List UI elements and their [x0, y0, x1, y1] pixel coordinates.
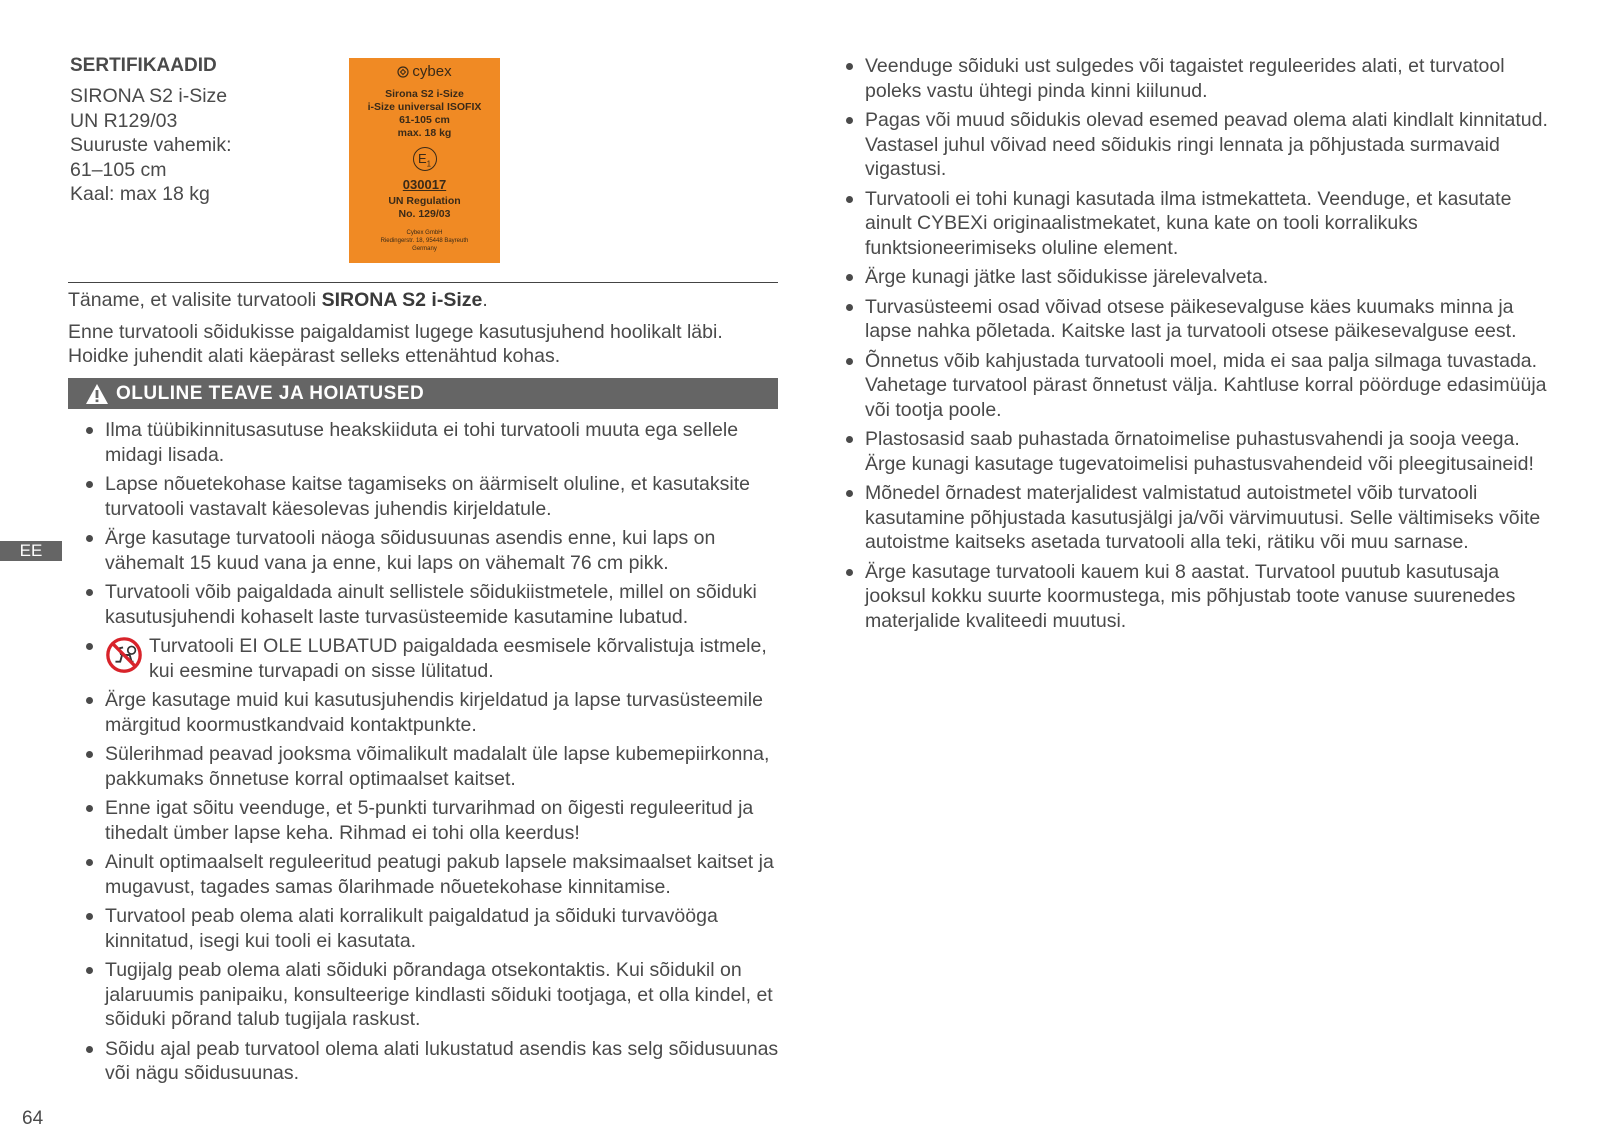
list-item	[86, 688, 786, 737]
label-model-line: max. 18 kg	[397, 127, 452, 139]
cert-line: Suuruste vahemik:	[70, 134, 232, 156]
list-item-text: Enne igat sõitu veenduge, et 5-punkti turvarihmad on õigesti reguleeritud ja tihedalt ümber lapse keha. Rihmad ei tohi olla keerdus!	[105, 797, 754, 844]
thanks-text: Täname, et valisite turvatooli	[68, 289, 322, 311]
cybex-logo-icon	[397, 66, 409, 78]
bullet	[86, 751, 93, 758]
list-item-text: Lapse nõuetekohase kaitse tagamiseks on äärmiselt oluline, et kasutaksite turvatooli vastavalt käesolevas juhendis kirjeldatule.	[105, 473, 750, 520]
e-mark	[413, 147, 437, 171]
list-item	[846, 349, 1561, 423]
list-item	[86, 634, 786, 683]
list-item	[86, 904, 786, 953]
warnings-list-left	[86, 418, 786, 1091]
list-item	[86, 472, 786, 521]
cert-line: 61–105 cm	[70, 158, 167, 181]
list-item	[846, 560, 1561, 634]
list-item-text: Plastosasid saab puhastada õrnatoimelise puhastusvahendi ja sooja veega. Ärge kunagi kasutage tugevatoimelisi puhastusvahendeid või pleegitusaineid!	[865, 428, 1534, 475]
list-item	[86, 850, 786, 899]
bullet	[86, 535, 93, 542]
list-item-text: Ainult optimaalselt reguleeritud peatugi pakub lapsele maksimaalset kaitset ja mugavust, tagades samas õlarihmade nõuetekohase kinnitamise.	[105, 851, 774, 898]
list-item	[846, 295, 1561, 344]
list-item	[846, 427, 1561, 476]
label-model-line: Sirona S2 i-Size	[385, 88, 464, 100]
list-item	[86, 796, 786, 845]
bullet	[86, 643, 93, 650]
bullet	[86, 481, 93, 488]
list-item	[86, 526, 786, 575]
bullet	[86, 589, 93, 596]
list-item	[86, 418, 786, 467]
certificates-details	[70, 84, 232, 207]
certificates-heading: SERTIFIKAADID	[70, 55, 217, 76]
list-item	[846, 265, 1561, 290]
list-item-text: Mõnedel õrnadest materjalidest valmistatud autoistmetel võib turvatooli kasutamine põhjustada kasutusjälgi ja/või värvimuutusi. Selle vältimiseks võite autoistme kaitseks asetada turvatooli alla teki, rätiku või muu sarnase.	[865, 482, 1541, 553]
list-item-text: Turvatooli ei tohi kunagi kasutada ilma istmekatteta. Veenduge, et kasutate ainult CYBEXi originaalistmekatet, kuna kate on tooli korralikuks funktsioneerimiseks oluline element.	[865, 187, 1512, 259]
regulation-line: No. 129/03	[398, 208, 451, 220]
regulation-line: UN Regulation	[388, 195, 461, 207]
list-item-text: Ilma tüübikinnitusasutuse heakskiiduta ei tohi turvatooli muuta ega sellele midagi lisada.	[105, 419, 739, 466]
product-name: SIRONA S2 i-Size	[321, 289, 483, 311]
bullet	[846, 304, 853, 311]
list-item	[846, 187, 1561, 261]
divider	[68, 282, 778, 283]
list-item	[846, 54, 1561, 103]
bullet	[846, 63, 853, 70]
bullet	[846, 358, 853, 365]
bullet	[86, 859, 93, 866]
thanks-end: .	[482, 289, 488, 311]
list-item	[846, 108, 1561, 182]
bullet	[846, 436, 853, 443]
warnings-list-right	[846, 54, 1561, 638]
warning-banner	[68, 378, 778, 409]
list-item-text: Õnnetus võib kahjustada turvatooli moel, mida ei saa palja silmaga tuvastada. Vahetage turvatool pärast õnnetust välja. Kahtluse korral pöörduge edasimüüja või tootja poole.	[865, 349, 1547, 421]
list-item	[86, 580, 786, 629]
bullet	[86, 805, 93, 812]
cert-line: UN R129/03	[70, 109, 178, 132]
bullet	[846, 490, 853, 497]
cert-line: Kaal: max 18 kg	[70, 183, 210, 205]
list-item-text: Ärge kasutage turvatooli näoga sõidusuunas asendis enne, kui laps on vähemalt 15 kuud vana ja enne, kui laps on vähemalt 76 cm pikk.	[105, 527, 716, 574]
warning-icon	[85, 383, 109, 405]
bullet	[86, 913, 93, 920]
banner-title: OLULINE TEAVE JA HOIATUSED	[116, 382, 425, 404]
bullet	[86, 967, 93, 974]
e-mark-letter: E	[417, 151, 427, 166]
intro	[68, 288, 788, 376]
list-item	[86, 742, 786, 791]
intro-paragraph: Enne turvatooli sõidukisse paigaldamist lugege kasutusjuhend hoolikalt läbi. Hoidke juhendit alati käepärast selleks ettenähtud kohas.	[68, 320, 723, 367]
label-model	[349, 88, 500, 140]
manufacturer-line: Cybex GmbH	[406, 230, 443, 236]
bullet	[846, 274, 853, 281]
bullet	[846, 569, 853, 576]
label-manufacturer	[349, 229, 500, 253]
e-mark-number: 1	[426, 159, 432, 169]
list-item-text: Sülerihmad peavad jooksma võimalikult madalalt üle lapse kubemepiirkonna, pakkumaks õnnetuse korral optimaalset kaitset.	[105, 743, 770, 790]
language-tab: EE	[0, 541, 62, 561]
label-model-line: i-Size universal ISOFIX	[367, 101, 482, 113]
approval-label	[349, 58, 500, 263]
list-item-text: Veenduge sõiduki ust sulgedes või tagaistet reguleerides alati, et turvatool poleks vastu ühtegi pinda kinni kiilunud.	[865, 55, 1505, 102]
manufacturer-line: Riedingerstr. 18, 95448 Bayreuth	[380, 238, 469, 244]
list-item-text: Ärge kunagi jätke last sõidukisse järelevalveta.	[865, 266, 1269, 288]
thanks-line	[68, 288, 788, 313]
label-model-line: 61-105 cm	[399, 114, 450, 126]
label-regulation	[349, 195, 500, 221]
list-item-text: Ärge kasutage turvatooli kauem kui 8 aastat. Turvatool puutub kasutusaja jooksul kokku suurte koormustega, mis põhjustab toote vanuse suurenedes materjalide kvaliteedi muutusi.	[865, 560, 1516, 632]
bullet	[86, 427, 93, 434]
bullet	[846, 117, 853, 124]
no-airbag-icon	[105, 636, 143, 674]
list-item-text: Tugijalg peab olema alati sõiduki põrandaga otsekontaktis. Kui sõidukil on jalaruumis panipaiku, konsulteerige kindlasti sõiduki tootjaga, et olla kindel, et sõiduki põrand talub tugijala raskust.	[105, 959, 773, 1030]
list-item-text: Sõidu ajal peab turvatool olema alati lukustatud asendis kas selg sõidusuunas või nägu sõidusuunas.	[105, 1037, 779, 1084]
bullet	[86, 697, 93, 704]
bullet	[846, 196, 853, 203]
cybex-logo	[349, 63, 500, 80]
list-item-text: Pagas või muud sõidukis olevad esemed peavad olema alati kindlalt kinnitatud. Vastasel juhul võivad need sõidukis ringi lennata ja põhjustada surmavaid vigastusi.	[865, 109, 1548, 180]
cert-line: SIRONA S2 i-Size	[70, 85, 228, 107]
approval-number: 030017	[402, 177, 447, 192]
manufacturer-line: Germany	[412, 246, 437, 252]
brand-name: cybex	[412, 63, 452, 80]
bullet	[86, 1046, 93, 1053]
list-item	[86, 1037, 786, 1086]
list-item-text: Turvatool peab olema alati korralikult paigaldatud ja sõiduki turvavööga kinnitatud, isegi kui tooli ei kasutata.	[105, 905, 718, 952]
list-item-text: Turvatooli võib paigaldada ainult sellistele sõidukiistmetele, millel on sõiduki kasutusjuhendi kohaselt laste turvasüsteemide kasutamine lubatud.	[105, 581, 757, 628]
list-item	[846, 481, 1561, 555]
list-item-text: Turvasüsteemi osad võivad otsese päikesevalguse käes kuumaks minna ja lapse nahka põletada. Kaitske last ja turvatooli otsese päikesevalguse eest.	[865, 295, 1517, 342]
list-item	[86, 958, 786, 1032]
list-item-text: Ärge kasutage muid kui kasutusjuhendis kirjeldatud ja lapse turvasüsteemile märgitud koormustkandvaid kontaktpunkte.	[105, 689, 763, 736]
list-item-text: Turvatooli EI OLE LUBATUD paigaldada eesmisele kõrvalistuja istmele, kui eesmine turvapadi on sisse lülitatud.	[149, 635, 767, 682]
page-number: 64	[22, 1108, 44, 1129]
